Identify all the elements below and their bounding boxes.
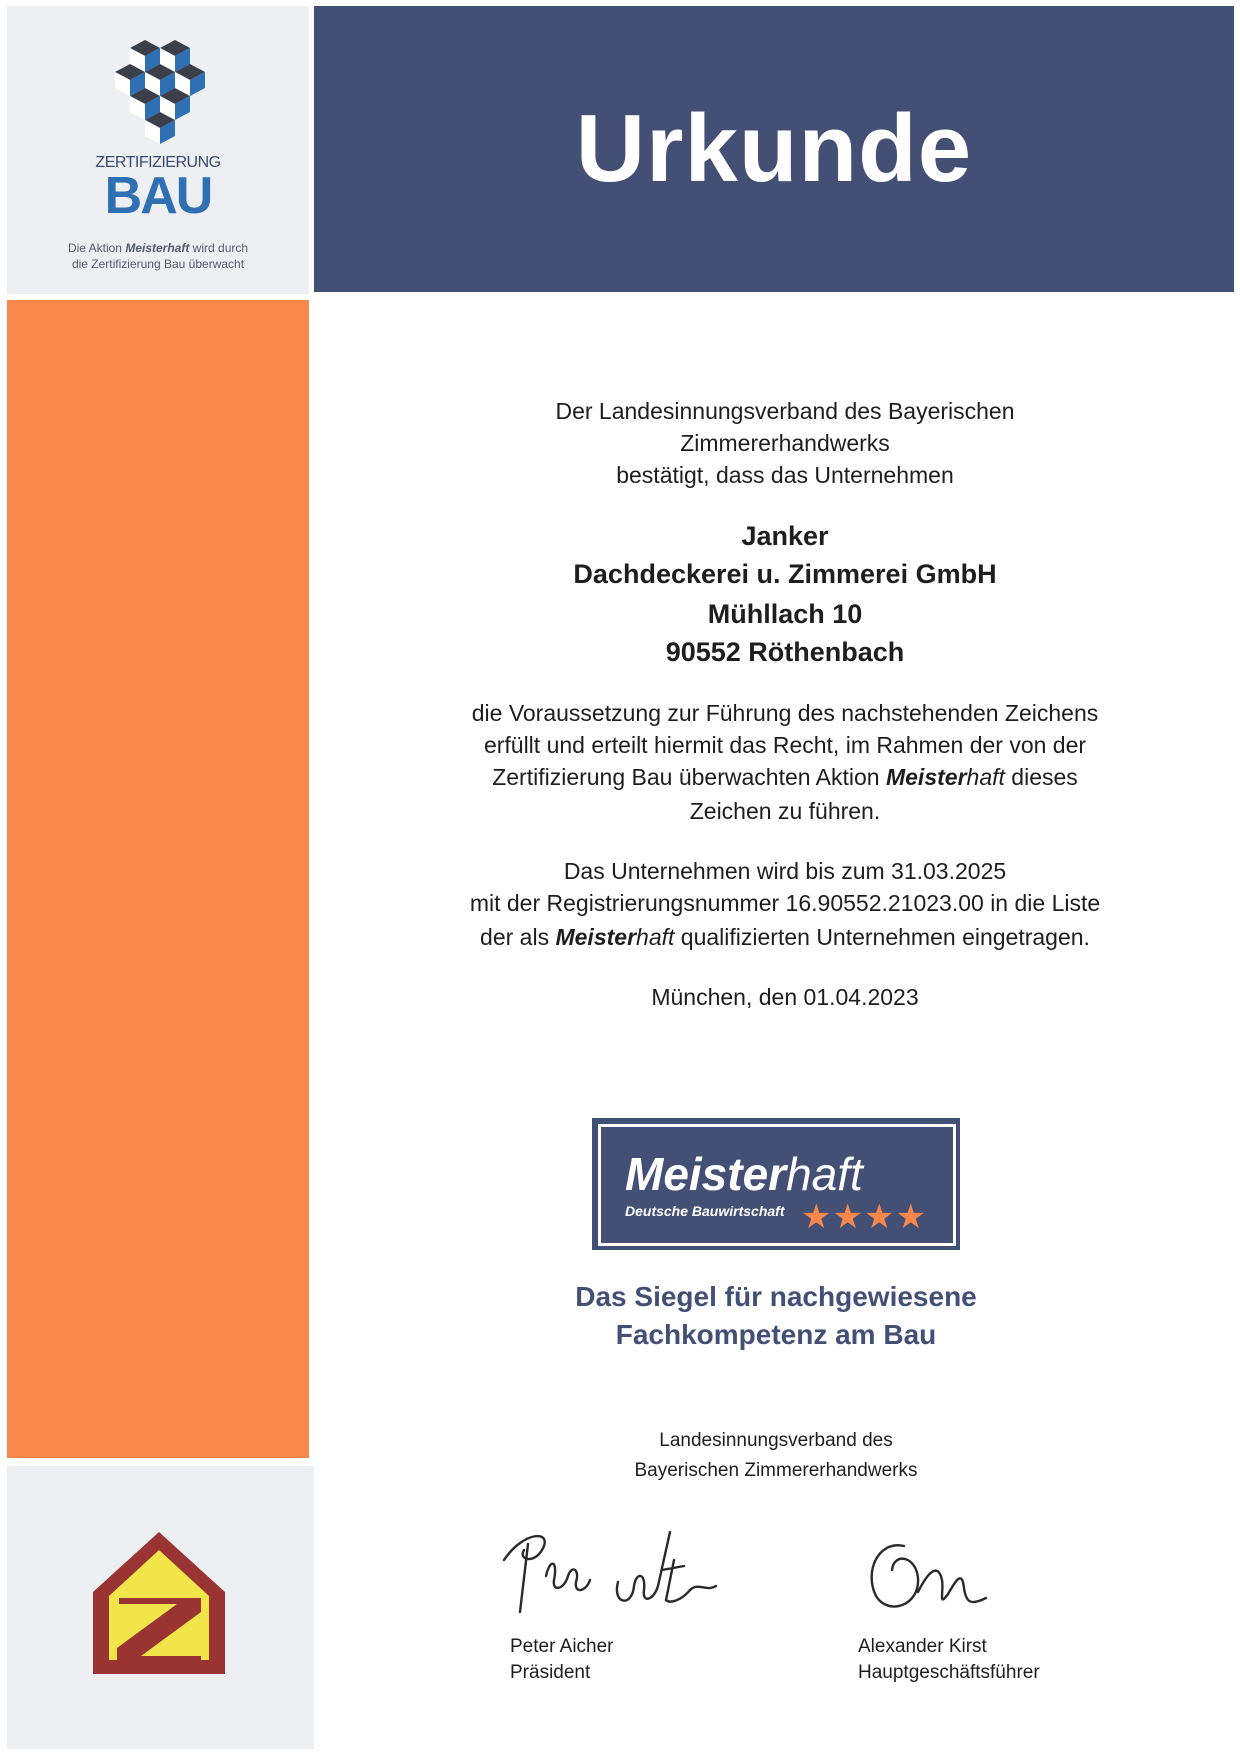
company-name-1: Janker: [741, 521, 829, 551]
registration-line-3: [430, 922, 1140, 952]
company-street: Mühllach 10: [707, 599, 863, 629]
orange-side-bar: [7, 300, 309, 1458]
signatory-2-role: Hauptgeschäftsführer: [858, 1662, 1040, 1683]
logo-note: [7, 240, 309, 272]
meisterhaft-seal: [592, 1118, 960, 1250]
header-bar: [314, 6, 1234, 292]
zertifizierung-bau-logo-panel: [7, 6, 309, 294]
body-line-2: erfüllt und erteilt hiermit das Recht, im Rahmen der von der: [483, 732, 1087, 758]
registration-line-3-b: qualifizierten Unternehmen eingetragen.: [674, 924, 1090, 950]
registration-line-2: mit der Registrierungsnummer 16.90552.21023.00 in die Liste: [469, 890, 1101, 916]
body-line-1: die Voraussetzung zur Führung des nachstehenden Zeichens: [471, 700, 1099, 726]
registration-line-3-a: der als: [480, 924, 556, 950]
signatory-1-name: Peter Aicher: [510, 1636, 614, 1657]
logo-note-line2: die Zertifizierung Bau überwacht: [71, 257, 245, 271]
company-city: 90552 Röthenbach: [665, 637, 905, 667]
zimmerer-logo-panel: [7, 1466, 314, 1749]
organization-line-1: Landesinnungsverband des: [659, 1430, 893, 1451]
seal-subtitle: Deutsche Bauwirtschaft: [625, 1203, 785, 1219]
body-line-3-a: Zertifizierung Bau überwachten Aktion: [492, 764, 886, 790]
signature-alexander-kirst-icon: [858, 1532, 998, 1618]
bau-label: BAU: [104, 167, 212, 225]
seal-stars-icon: ★★★★: [801, 1198, 927, 1236]
zertifizierung-label: ZERTIFIZIERUNG: [95, 154, 221, 171]
place-date: München, den 01.04.2023: [651, 984, 919, 1010]
intro-line-1: Der Landesinnungsverband des Bayerischen: [555, 398, 1015, 424]
seal-word-rest: haft: [786, 1148, 863, 1200]
signature-peter-aicher-icon: [494, 1520, 724, 1620]
signatory-1-role: Präsident: [510, 1662, 591, 1683]
page-title: Urkunde: [575, 95, 973, 202]
logo-note-brand: Meisterhaft: [125, 241, 190, 255]
body-line-3: [430, 762, 1140, 792]
seal-frame: [598, 1124, 956, 1246]
seal-wordmark: [625, 1147, 863, 1201]
seal-claim-line-1: Das Siegel für nachgewiesene: [575, 1281, 977, 1312]
body-line-3-b: dieses: [1004, 764, 1078, 790]
zimmerer-house-logo-icon: [89, 1528, 229, 1678]
signatory-2-name: Alexander Kirst: [858, 1636, 987, 1657]
registration-brand-rest: haft: [636, 924, 675, 950]
body-brand-bold: Meister: [885, 764, 967, 790]
organization-line-2: Bayerischen Zimmererhandwerks: [634, 1460, 918, 1481]
registration-line-1: Das Unternehmen wird bis zum 31.03.2025: [563, 858, 1007, 884]
isometric-cube-logo-icon: [100, 38, 218, 153]
body-line-4: Zeichen zu führen.: [689, 798, 881, 824]
body-brand-rest: haft: [966, 764, 1005, 790]
logo-note-suffix: wird durch: [189, 241, 249, 255]
registration-brand-bold: Meister: [555, 924, 637, 950]
seal-word-bold: Meister: [625, 1148, 787, 1200]
logo-note-prefix: Die Aktion: [67, 241, 126, 255]
intro-line-3: bestätigt, dass das Unternehmen: [616, 462, 954, 488]
intro-line-2: Zimmererhandwerks: [680, 430, 890, 456]
company-name-2: Dachdeckerei u. Zimmerei GmbH: [573, 559, 997, 589]
seal-claim-line-2: Fachkompetenz am Bau: [615, 1319, 937, 1350]
